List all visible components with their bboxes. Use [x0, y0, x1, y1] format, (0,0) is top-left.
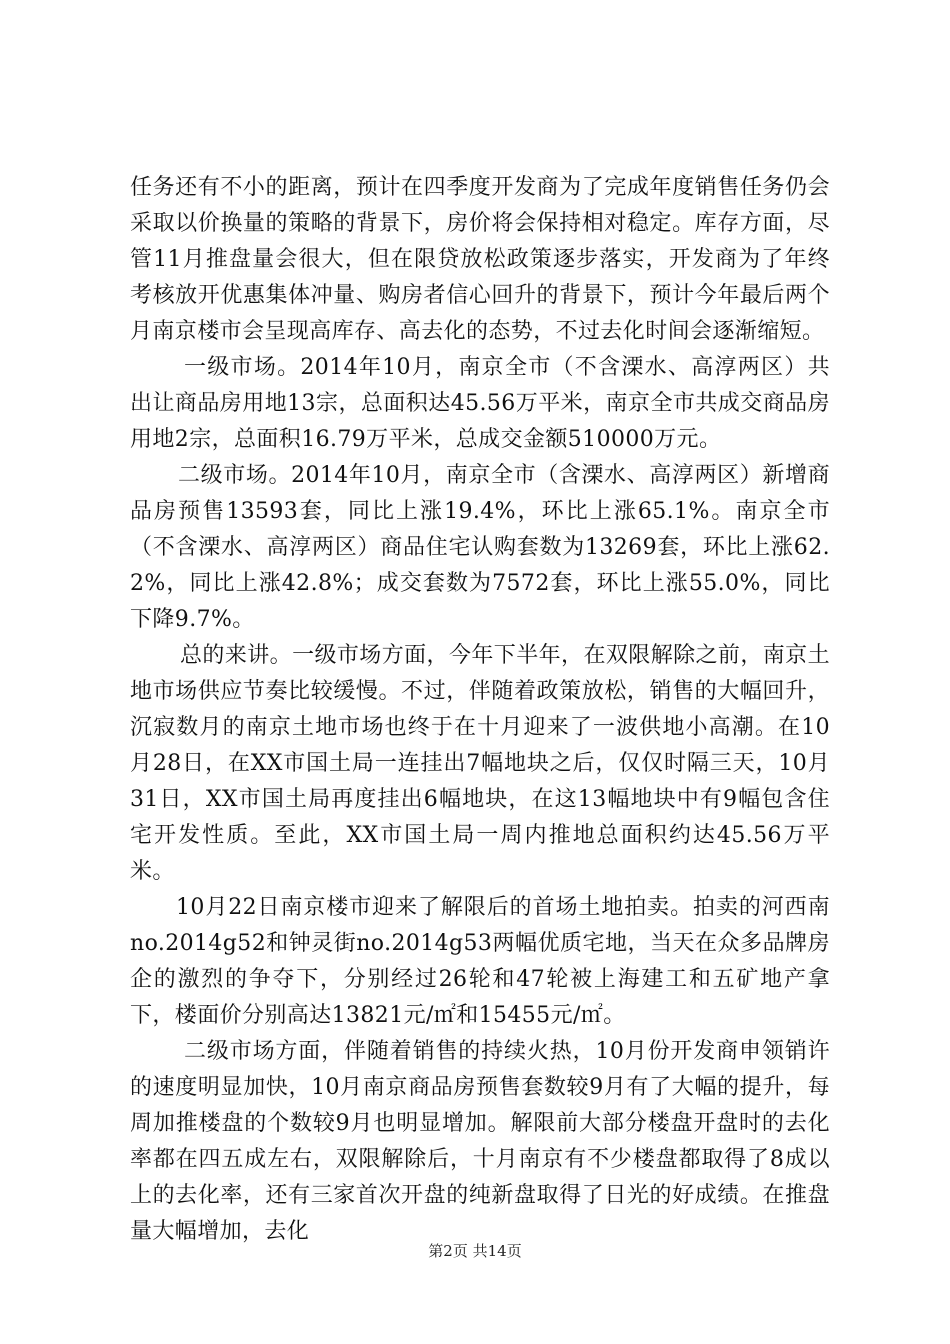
- paragraph-summary-land-market: 总的来讲。一级市场方面，今年下半年，在双限解除之前，南京土地市场供应节奏比较缓慢。不过，伴随着政策放松，销售的大幅回升，沉寂数月的南京土地市场也终于在十月迎来了一波供地小高潮。在10月28日，在XX市国土局一连挂出7幅地块之后，仅仅时隔三天，10月31日，XX市国土局再度挂出6幅地块，在这13幅地块中有9幅包含住宅开发性质。至此，XX市国土局一周内推地总面积约达45.56万平米。: [130, 643, 830, 884]
- paragraph-inventory-outlook: 任务还有不小的距离，预计在四季度开发商为了完成年度销售任务仍会采取以价换量的策略的背景下，房价将会保持相对稳定。库存方面，尽管11月推盘量会很大，但在限贷放松政策逐步落实，开发商为了年终考核放开优惠集体冲量、购房者信心回升的背景下，预计今年最后两个月南京楼市会呈现高库存、高去化的态势，不过去化时间会逐渐缩短。: [130, 175, 830, 344]
- page-number-footer: 第2页 共14页: [428, 1242, 522, 1260]
- paragraph-primary-market: 一级市场。2014年10月，南京全市（不含溧水、高淳两区）共出让商品房用地13宗，总面积达45.56万平米，南京全市共成交商品房用地2宗，总面积16.79万平米，总成交金额510000万元。: [130, 355, 830, 452]
- document-body: [130, 170, 830, 1250]
- paragraph-land-auction: 10月22日南京楼市迎来了解限后的首场土地拍卖。拍卖的河西南no.2014g52和钟灵街no.2014g53两幅优质宅地，当天在众多品牌房企的激烈的争夺下，分别经过26轮和47轮被上海建工和五矿地产拿下，楼面价分别高达13821元/㎡和15455元/㎡。: [130, 895, 830, 1028]
- paragraph-secondary-market: 二级市场。2014年10月，南京全市（含溧水、高淳两区）新增商品房预售13593套，同比上涨19.4%，环比上涨65.1%。南京全市（不含溧水、高淳两区）商品住宅认购套数为13269套，环比上涨62.2%，同比上涨42.8%；成交套数为7572套，环比上涨55.0%，同比下降9.7%。: [130, 463, 830, 632]
- paragraph-secondary-summary: 二级市场方面，伴随着销售的持续火热，10月份开发商申领销许的速度明显加快，10月南京商品房预售套数较9月有了大幅的提升，每周加推楼盘的个数较9月也明显增加。解限前大部分楼盘开盘时的去化率都在四五成左右，双限解除后，十月南京有不少楼盘都取得了8成以上的去化率，还有三家首次开盘的纯新盘取得了日光的好成绩。在推盘量大幅增加，去化: [130, 1039, 830, 1244]
